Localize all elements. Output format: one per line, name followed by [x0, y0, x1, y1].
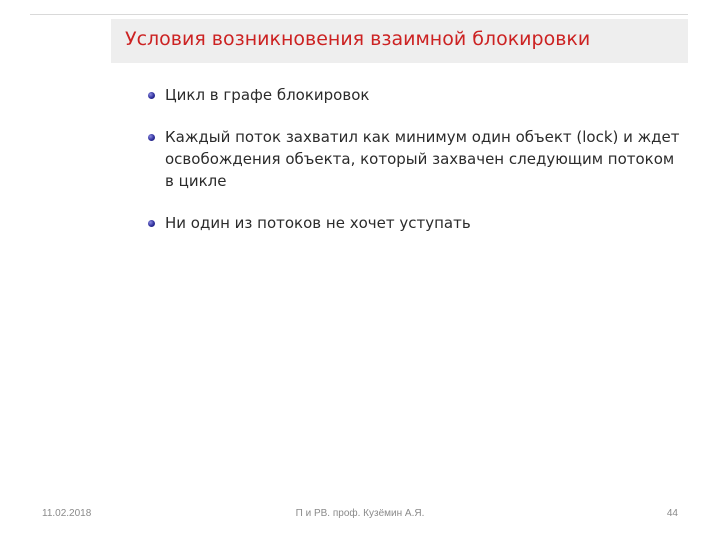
- bullet-item: [148, 126, 683, 192]
- slide-footer: [0, 508, 720, 524]
- footer-author: П и РВ. проф. Кузёмин А.Я.: [295, 508, 425, 519]
- footer-page-number: 44: [666, 508, 678, 519]
- bullet-text: Ни один из потоков не хочет уступать: [165, 214, 471, 232]
- slide-title: Условия возникновения взаимной блокировки: [125, 28, 591, 50]
- bullet-item: [148, 212, 683, 234]
- bullet-text: Каждый поток захватил как минимум один объект (lock) и ждет освобождения объекта, который захвачен следующим потоком в цикле: [165, 128, 680, 190]
- footer-date: 11.02.2018: [42, 508, 92, 519]
- bullet-dot-icon: [148, 220, 155, 227]
- bullet-text: Цикл в графе блокировок: [165, 86, 370, 104]
- bullet-item: [148, 84, 683, 106]
- bullet-list: [148, 84, 683, 234]
- slide-title-bar: [111, 19, 688, 63]
- bullet-dot-icon: [148, 92, 155, 99]
- top-divider: [30, 14, 688, 15]
- bullet-dot-icon: [148, 134, 155, 141]
